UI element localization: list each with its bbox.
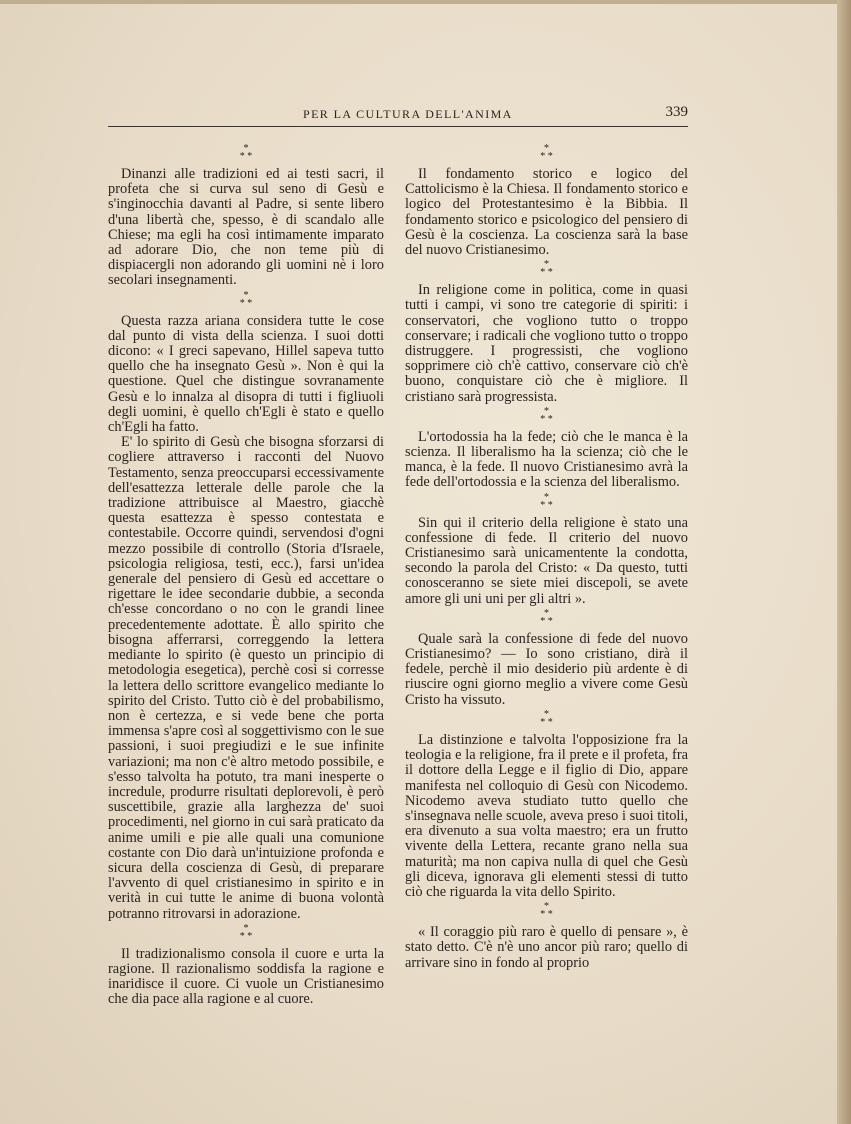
- paragraph: Sin qui il criterio della religione è stato una confessione di fede. Il criterio del nuovo Cristianesimo sarà unicamentente la condotta, secondo la parola del Cristo: « Da questo, tutti conosceranno se siete miei discepoli, se avete amore gli uni uni per gli altri ».: [405, 514, 688, 607]
- asterism-divider: * * *: [540, 901, 553, 921]
- left-column: [108, 142, 384, 1008]
- running-head: PER LA CULTURA DELL'ANIMA: [303, 107, 513, 121]
- asterism-divider: * * *: [239, 289, 253, 309]
- page-number: 339: [665, 104, 688, 120]
- paragraph: « Il coraggio più raro è quello di pensare », è stato detto. C'è n'è uno ancor più raro; quello di arrivare sino in fondo al proprio: [405, 924, 688, 971]
- paragraph: Quale sarà la confessione di fede del nuovo Cristianesimo? — Io sono cristiano, dirà il fedele, perchè il mio desiderio più ardente è di riuscire ogni giorno meglio a vivere come Gesù Cristo ha vissuto.: [405, 630, 688, 708]
- paragraph: Questa razza ariana considera tutte le cose dal punto di vista della scienza. I suoi dotti dicono: « I greci sapevano, Hillel sapeva tutto quello che ha insegnato Gesù ». Non è qui la questione. Quel che distingue sovranamente Gesù e lo innalza al disopra di tutti i figliuoli degli uomini, è quello ch'Egli è stato e quello ch'Egli ha fatto.: [108, 312, 384, 436]
- page-header: [108, 104, 688, 128]
- asterism-divider: * * *: [540, 405, 553, 425]
- page-top-edge: [0, 0, 851, 4]
- asterism-divider: * * *: [540, 491, 553, 511]
- asterism-divider: * * *: [540, 607, 553, 627]
- paragraph: Il tradizionalismo consola il cuore e urta la ragione. Il razionalismo soddisfa la ragione e inaridisce il cuore. Ci vuole un Cristianesimo che dia pace alla ragione e al cuore.: [108, 945, 384, 1008]
- paragraph: Il fondamento storico e logico del Cattolicismo è la Chiesa. Il fondamento storico e logico del Protestantesimo è la Bibbia. Il fondamento storico e psicologico del pensiero di Gesù è la coscienza. La coscienza sarà la base del nuovo Cristianesimo.: [405, 166, 688, 259]
- asterism-divider: * * *: [540, 259, 553, 279]
- asterism-divider: * * *: [239, 143, 253, 162]
- paragraph: E' lo spirito di Gesù che bisogna sforzarsi di cogliere attraverso i racconti del Nuovo Testamento, senza preoccuparsi eccessivamente dell'esattezza letterale delle parole che la tradizione attribuisce al Maestro, giacchè questa esattezza è spesso contestata e contestabile. Occorre quindi, servendosi d'ogni mezzo possibile di controllo (Storia d'Israele, psicologia religiosa, testi, ecc.), farsi un'idea generale del pensiero di Gesù ed accettare o rigettare le idee secondarie dubbie, a seconda ch'esse concordano o no con le grandi linee precedentemente adottate. È allo spirito che bisogna afferrarsi, correggendo la lettera mediante lo spirito (è questo un principio di metodologia esegetica), perchè così si corresse la lettera dello scrittore evangelico mediante lo spirito del Cristo. Tutto ciò è del probabilismo, non è certezza, e si vede bene che porta immensa s'apre così al soggettivismo con le sue passioni, i suoi pregiudizi e le sue infinite variazioni; ma non c'è altro metodo possibile, e s'esso talvolta ha potuto, tra mani inesperte o incredule, produrre risultati deplorevoli, è però suscettibile, grazie alla larghezza de' suoi procedimenti, nel giorno in cui sarà praticato da anime umili e pie alle quali una comunione costante con Dio darà un'intuizione profonda e sicura della coscienza di Gesù, di preparare l'avvento di quel cristianesimo in spirito e in verità in cui tutte le anime di buona volontà potranno ritrovarsi in adorazione.: [108, 434, 384, 922]
- paragraph: L'ortodossia ha la fede; ciò che le manca è la scienza. Il liberalismo ha la scienza; ciò che le manca, è la fede. Il nuovo Cristianesimo avrà la fede dell'ortodossia e la scienza del liberalismo.: [405, 428, 688, 491]
- asterism-divider: * * *: [540, 708, 553, 728]
- paragraph: In religione come in politica, come in quasi tutti i campi, vi sono tre categorie di spiriti: i conservatori, che vogliono tutto o troppo conservare; i radicali che vogliono tutto o troppo distruggere. I progressisti, che vogliono sopprimere ciò ch'è cattivo, conservare ciò ch'è buono, conquistare ciò che è migliore. Il cristiano sarà progressista.: [405, 282, 688, 405]
- paragraph: La distinzione e talvolta l'opposizione fra la teologia e la religione, fra il prete e il profeta, fra il dottore della Legge e il figlio di Dio, appare manifesta nel colloquio di Gesù con Nicodemo. Nicodemo aveva studiato tutto quello che s'insegnava nelle scuole, aveva preso i suoi titoli, era divenuto a sua volta maestro; era un frutto vivente della Lettera, recante grano nella sua maturità; ma non capiva nulla di quel che Gesù gli diceva, ignorava gli elementi stessi di tutto ciò che riguarda la vita dello Spirito.: [405, 731, 688, 900]
- asterism-divider: * * *: [540, 143, 553, 162]
- paragraph: Dinanzi alle tradizioni ed ai testi sacri, il profeta che si curva sul seno di Gesù e s'inginocchia davanti al Padre, si sente libero d'una libertà che, spesso, è di scandalo alle Chiese; ma egli ha così intimamente imparato ad adorare Dio, che non teme più di dispiacergli non adorando gli uomini nè i loro secolari insegnamenti.: [108, 166, 384, 289]
- asterism-divider: * * *: [239, 922, 253, 942]
- right-column: [405, 142, 688, 971]
- header-rule: [108, 126, 688, 127]
- page-right-edge: [837, 0, 851, 1124]
